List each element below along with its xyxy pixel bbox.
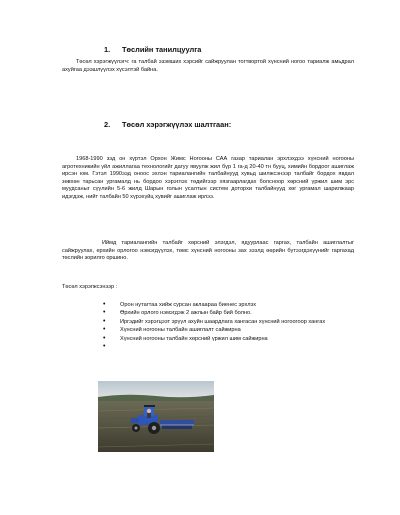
bullet-glyph: •	[103, 309, 106, 317]
outcomes-list	[100, 301, 356, 351]
bullet-glyph: •	[103, 334, 106, 342]
bullet-glyph: •	[103, 343, 106, 351]
section-1-number: 1.	[104, 45, 111, 54]
bullet-glyph: •	[103, 301, 106, 308]
bullet-glyph: •	[103, 326, 106, 334]
list-item-text: Хүнсний ногооны талбайн ашиглалт сайжирна	[120, 327, 241, 334]
section-2-paragraph-1: 1968-1990 зэд он хүртэл Орхон Жимс Ногооны САА газар тариалан эрхлэхдээ хүнсний ногооны агротехникийн үйл ажиллагаа технологийг дагуу явуулж жил бүр 1 га-д 20-40 тн бууц, химийн бордоог ашиглаж ирсэн юм. Гэтэл 1990ээд оноос эхлэн тариалангийн талбайнууд хувьд шилжсэнээр талбайг бордох явдал зөвхөн тарьсан ургамалд нь бордоо хэрэглэх төдийгээр хязгаарлагдах болсноор хөрсний үржил шим эрс муудсаныг сүүлийн 5-6 жилд Шарын голын усалтын систем доторхи талбайнууд хөг ургамал шарилжаар идэгдэж, нийт талбайн 50 хүрэхүйц хувийг ашиглаж ирлээ.	[62, 156, 354, 200]
list-item	[100, 301, 356, 309]
section-2-lead: Төсөл хэрэгжсэнээр :	[62, 284, 118, 290]
section-2-title: Төсөл хэрэгжүүлэх шалтгаан:	[122, 120, 232, 129]
list-item	[100, 335, 356, 343]
section-1-paragraph: Төсөл хэрэгжүүлэгч: га талбай эзэмших хэрсийг сайжруулан тогтвортой хүнсний ногоо тариалж амьдрал ахуйгаа дээшлүүлэх хүсэлтэй байна.	[62, 59, 354, 73]
bullet-glyph: •	[103, 317, 106, 325]
section-2-number: 2.	[104, 120, 111, 129]
section-1-heading	[104, 45, 201, 54]
list-item-text: Иргэдийг хэрэгцээт эрүүл ахуйн шаардлага хангасан хүнсний ногоогоор хангах	[120, 318, 326, 325]
list-item	[100, 318, 356, 326]
section-2-heading	[104, 120, 231, 129]
section-1-title: Төслийн танилцуулга	[122, 45, 202, 54]
list-item	[100, 309, 356, 317]
tractor-field-photo	[98, 381, 214, 452]
list-item-text: Орон нутагтаа хийж сурсан аклаараа биенес эрхлэх	[120, 302, 257, 308]
list-item-text: Өрхийн орлого нэмэгдэж 2 ажлын байр бий болно.	[120, 310, 252, 317]
list-item	[100, 326, 356, 334]
section-2-paragraph-2: Иймд тариалангийн талбайг хөрсний элэгдэл, ядуурлаас гаргах, талбайн ашиглалтыг сайжруулах, ерхийн орлогоо нэмэгдүүлэх, төмс хүнсний ногооны зах зээлд өөрийн бүтээгдэхүүнийг гаргахад төслийн зорилго оршино.	[62, 240, 354, 262]
list-item-text: Хүнсний ногооны талбайн хөрсний үржил шим сайжирна	[120, 335, 268, 342]
